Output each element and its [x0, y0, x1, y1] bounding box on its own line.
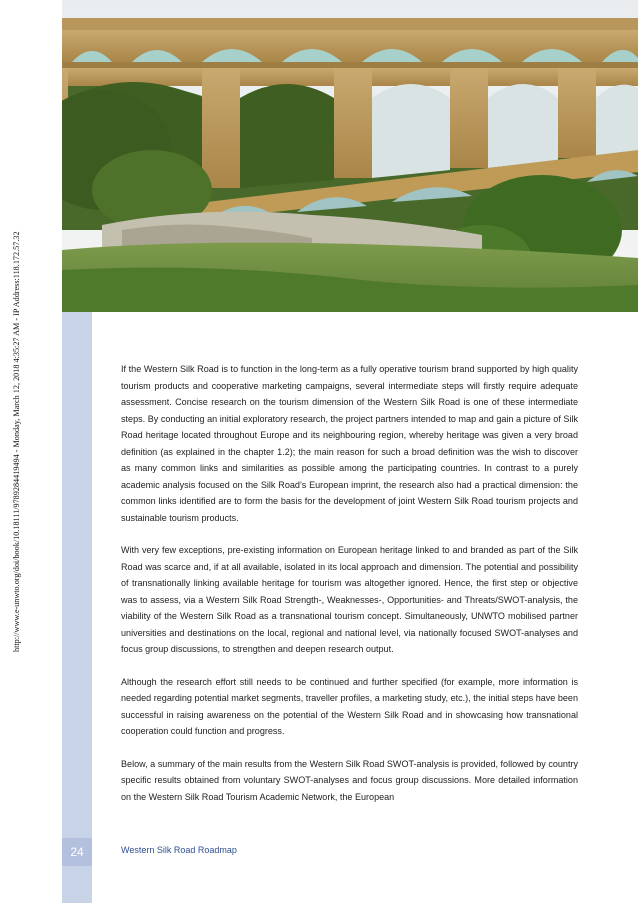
body-paragraph-3: Although the research effort still needs to be continued and further specified (for example, more information is needed regarding potential market segments, traveller profiles, a marketing study, etc.), the initial steps have been successful in raising awareness on the potential of the Western Silk Road and in showcasing how transnational cooperation could function and progress. — [121, 676, 578, 736]
page-number: 24 — [70, 845, 84, 859]
left-color-strip — [62, 312, 92, 903]
main-body-text — [121, 361, 578, 821]
body-paragraph-2: With very few exceptions, pre-existing information on European heritage linked to and branded as part of the Silk Road was scarce and, if at all available, isolated in its local approach and dimension. The potential and possibility of transnationally linking available heritage for tourism was altogether ignored. Hence, the first step or objective was to assess, via a Western Silk Road Strength-, Weaknesses-, Opportunities- and Threats/SWOT-analysis, the viability of the Western Silk Road as a transnational tourism concept. Simultaneously, UNWTO mobilised partner universities and destinations on the local, regional and national level, via nationally focused SWOT-analyses and focus group discussions, to strengthen and deepen research output. — [121, 545, 578, 654]
body-paragraph-1: If the Western Silk Road is to function in the long-term as a fully operative tourism brand supported by high quality tourism products and cooperative marketing campaigns, several intermediate steps will firstly require adequate assessment. Concise research on the tourism dimension of the Western Silk Road is one of these intermediate steps. By conducting an initial exploratory research, the project partners intended to map and gain a picture of Silk Road heritage located throughout Europe and its neighbouring region, whereby heritage was given a very broad definition (as explained in the chapter 1.2); the main reason for such a broad definition was the wish to discover as many common links and similarities as possible among the participating countries. In contrast to a purely academic analysis focused on the Silk Road’s European imprint, the research also had a practical dimension: the common links identified are to form the basis for the development of joint Western Silk Road tourism projects and sustainable tourism products. — [121, 364, 578, 523]
body-paragraph-4: Below, a summary of the main results from the Western Silk Road SWOT-analysis is provided, followed by country specific results obtained from voluntary SWOT-analyses and focus group discussions. More detailed information on the Western Silk Road Tourism Academic Network, the European — [121, 758, 578, 802]
footer-document-title: Western Silk Road Roadmap — [121, 845, 237, 855]
header-photo-aqueduct-bridge — [62, 0, 638, 312]
access-watermark-url: http://www.e-unwto.org/doi/book/10.18111/9789284419494 - Monday, March 12, 2018 4:35:27 AM - IP Address:118.172.57.32 — [12, 231, 21, 652]
